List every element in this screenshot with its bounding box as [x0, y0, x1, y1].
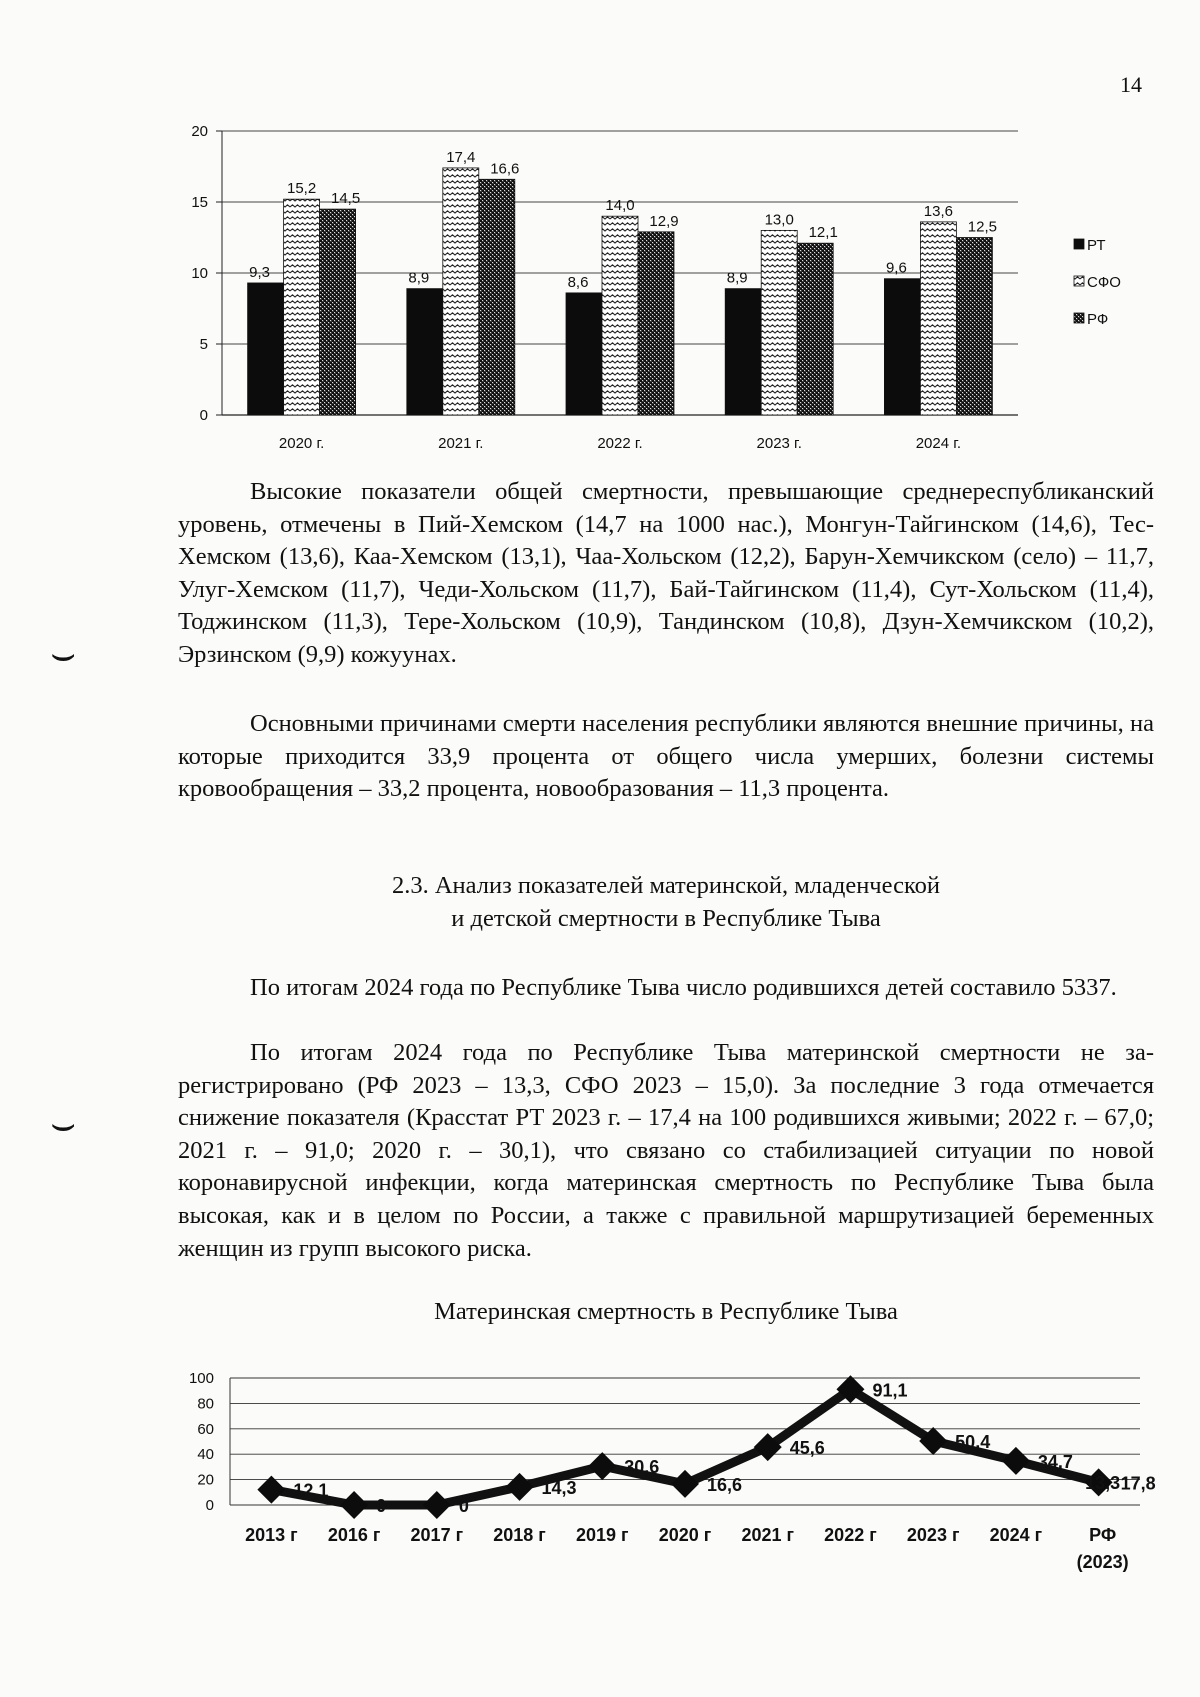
bar-СФО	[443, 168, 479, 415]
x-tick-label: 2021 г	[741, 1525, 795, 1545]
bar-СФО	[761, 230, 797, 415]
bar-СФО	[602, 216, 638, 415]
x-tick-label-rf-year: (2023)	[1076, 1552, 1129, 1572]
mortality-bar-chart	[191, 123, 1121, 452]
point-value-label: 30,6	[624, 1457, 660, 1478]
paragraph-births: По итогам 2024 года по Республике Тыва число родившихся детей составило 5337.	[250, 974, 1117, 1001]
line-point-marker	[1002, 1447, 1030, 1475]
line-point-marker	[340, 1491, 368, 1519]
bar-value-label: 14,5	[330, 190, 361, 208]
bar-РТ	[566, 293, 602, 415]
x-tick-label: 2013 г	[245, 1525, 298, 1545]
x-tick-label: 2022 г.	[597, 435, 643, 452]
bar-value-label: 12,9	[649, 212, 679, 230]
maternal-mortality-line-chart	[189, 1370, 1156, 1572]
point-value-label: 12,1	[293, 1480, 329, 1501]
point-value-label: 17,8	[1120, 1473, 1156, 1494]
line-point-marker	[588, 1452, 616, 1480]
paragraph-mortality-districts: Высокие показатели общей смертности, превышающие среднереспубликанский уровень, отмечены в Пий-Хемском (14,7 на 1000 нас.), Монгун-Тайгинском (14,6), Тес-Хемском (13,6), Каа-Хемском (13,1), Чаа-Хольском (12,2), Барун-Хемчикском (село) – 11,7, Улуг-Хемском (11,7), Чеди-Хольском (11,7), Бай-Тайгинском (11,4), Сут-Хольском (11,4), Тоджинском (11,3), Тере-Хольском (10,9), Тандинском (10,8), Дзун-Хемчикском (10,2), Эрзинском (9,9) кожуунах.	[178, 478, 1154, 668]
line-point-marker	[506, 1473, 534, 1501]
bar-РФ	[320, 209, 356, 415]
bar-value-label: 12,1	[808, 224, 838, 242]
section-heading-line1: 2.3. Анализ показателей материнской, младенческой	[391, 872, 941, 899]
bar-value-label: 15,2	[286, 180, 317, 198]
y-tick-label: 10	[191, 265, 208, 282]
point-value-label: 14,3	[541, 1477, 577, 1498]
bar-РФ	[797, 243, 833, 415]
paragraph-causes-of-death: Основными причинами смерти населения республики являются внешние причины, на которые приходится 33,9 процента от общего числа умерших, болезни системы кровообращения – 33,2 процента, новообразования – 11,3 процента.	[178, 710, 1154, 803]
legend-swatch	[1074, 313, 1084, 323]
bar-value-label: 9,6	[885, 259, 907, 277]
x-tick-label: 2022 г	[824, 1525, 877, 1545]
point-value-label: 91,1	[872, 1380, 908, 1401]
bar-value-label: 16,6	[490, 160, 520, 178]
legend-swatch	[1074, 276, 1084, 286]
bar-value-label: 9,3	[249, 263, 271, 281]
bar-РФ	[956, 238, 992, 416]
x-tick-label: 2021 г.	[438, 435, 484, 452]
margin-mark-icon: ⌣	[50, 631, 77, 676]
bar-РТ	[407, 289, 443, 415]
y-tick-label: 100	[188, 1370, 214, 1387]
bar-РТ	[248, 283, 284, 415]
bar-РТ	[725, 289, 761, 415]
bar-value-label: 13,6	[923, 202, 954, 220]
rf-value-label: 13,3	[1085, 1473, 1121, 1494]
section-heading	[178, 870, 1154, 935]
x-tick-label: 2023 г.	[756, 435, 802, 452]
x-tick-label: 2024 г.	[915, 435, 962, 452]
x-tick-label: 2020 г.	[278, 435, 325, 452]
point-value-label: 34,7	[1037, 1451, 1073, 1472]
section-heading-line2: и детской смертности в Республике Тыва	[451, 904, 881, 932]
point-value-label: 45,6	[789, 1438, 825, 1459]
y-tick-label: 15	[191, 194, 208, 211]
y-tick-label: 20	[197, 1471, 214, 1489]
point-value-label: 50,4	[955, 1431, 991, 1452]
x-tick-label: 2016 г	[327, 1525, 381, 1545]
line-point-marker	[423, 1491, 451, 1519]
bar-value-label: 8,6	[567, 273, 589, 291]
bar-РТ	[884, 279, 920, 415]
x-tick-label-rf: РФ	[1089, 1525, 1117, 1545]
y-tick-label: 20	[191, 123, 208, 140]
bar-value-label: 8,9	[408, 269, 430, 287]
bar-СФО	[284, 199, 320, 415]
x-tick-label: 2023 г	[906, 1525, 960, 1545]
bar-РФ	[638, 232, 674, 415]
legend-label: РТ	[1087, 237, 1106, 254]
x-tick-label: 2019 г	[575, 1525, 629, 1545]
point-value-label: 0	[376, 1496, 387, 1516]
bar-value-label: 12,5	[967, 218, 998, 236]
legend-label: СФО	[1087, 274, 1121, 291]
y-tick-label: 80	[197, 1395, 214, 1413]
y-tick-label: 40	[197, 1446, 214, 1464]
bar-value-label: 8,9	[726, 269, 748, 287]
y-tick-label: 0	[205, 1497, 214, 1514]
bar-value-label: 14,0	[605, 197, 635, 215]
legend-swatch	[1074, 239, 1084, 249]
y-tick-label: 60	[197, 1420, 214, 1438]
page-number: 14	[1120, 72, 1142, 97]
line-chart-title: Материнская смертность в Республике Тыва	[434, 1298, 898, 1325]
y-tick-label: 5	[199, 336, 208, 353]
x-tick-label: 2024 г	[989, 1525, 1043, 1545]
x-tick-label: 2020 г	[658, 1525, 712, 1545]
point-value-label: 16,6	[707, 1474, 743, 1495]
x-tick-label: 2017 г	[410, 1525, 464, 1545]
margin-mark-icon: ⌣	[50, 1101, 77, 1146]
legend-label: РФ	[1087, 311, 1109, 328]
point-value-label: 0	[458, 1496, 469, 1516]
bar-СФО	[920, 222, 956, 415]
y-tick-label: 0	[199, 407, 208, 424]
bar-value-label: 13,0	[764, 211, 794, 229]
x-tick-label: 2018 г	[493, 1525, 546, 1545]
bar-value-label: 17,4	[446, 148, 476, 166]
line-point-marker	[671, 1470, 699, 1498]
paragraph-maternal-mortality: По итогам 2024 года по Республике Тыва материнской смертности не зарегистрировано (РФ 2023 – 13,3, СФО 2023 – 15,0). За последние 3 года отмечается снижение показателя (Красстат РТ 2023 г. – 17,4 на 100 родившихся живыми; 2022 г. – 67,0; 2021 г. – 91,0; 2020 г. – 30,1), что связано со стабилизацией ситуации по новой коронавирусной инфекции, когда материнская смертность по Республике Тыва была высокая, как и в целом по России, а также с правильной маршрутизацией беременных женщин из групп высокого риска.	[178, 1039, 1154, 1262]
bar-РФ	[479, 179, 515, 415]
